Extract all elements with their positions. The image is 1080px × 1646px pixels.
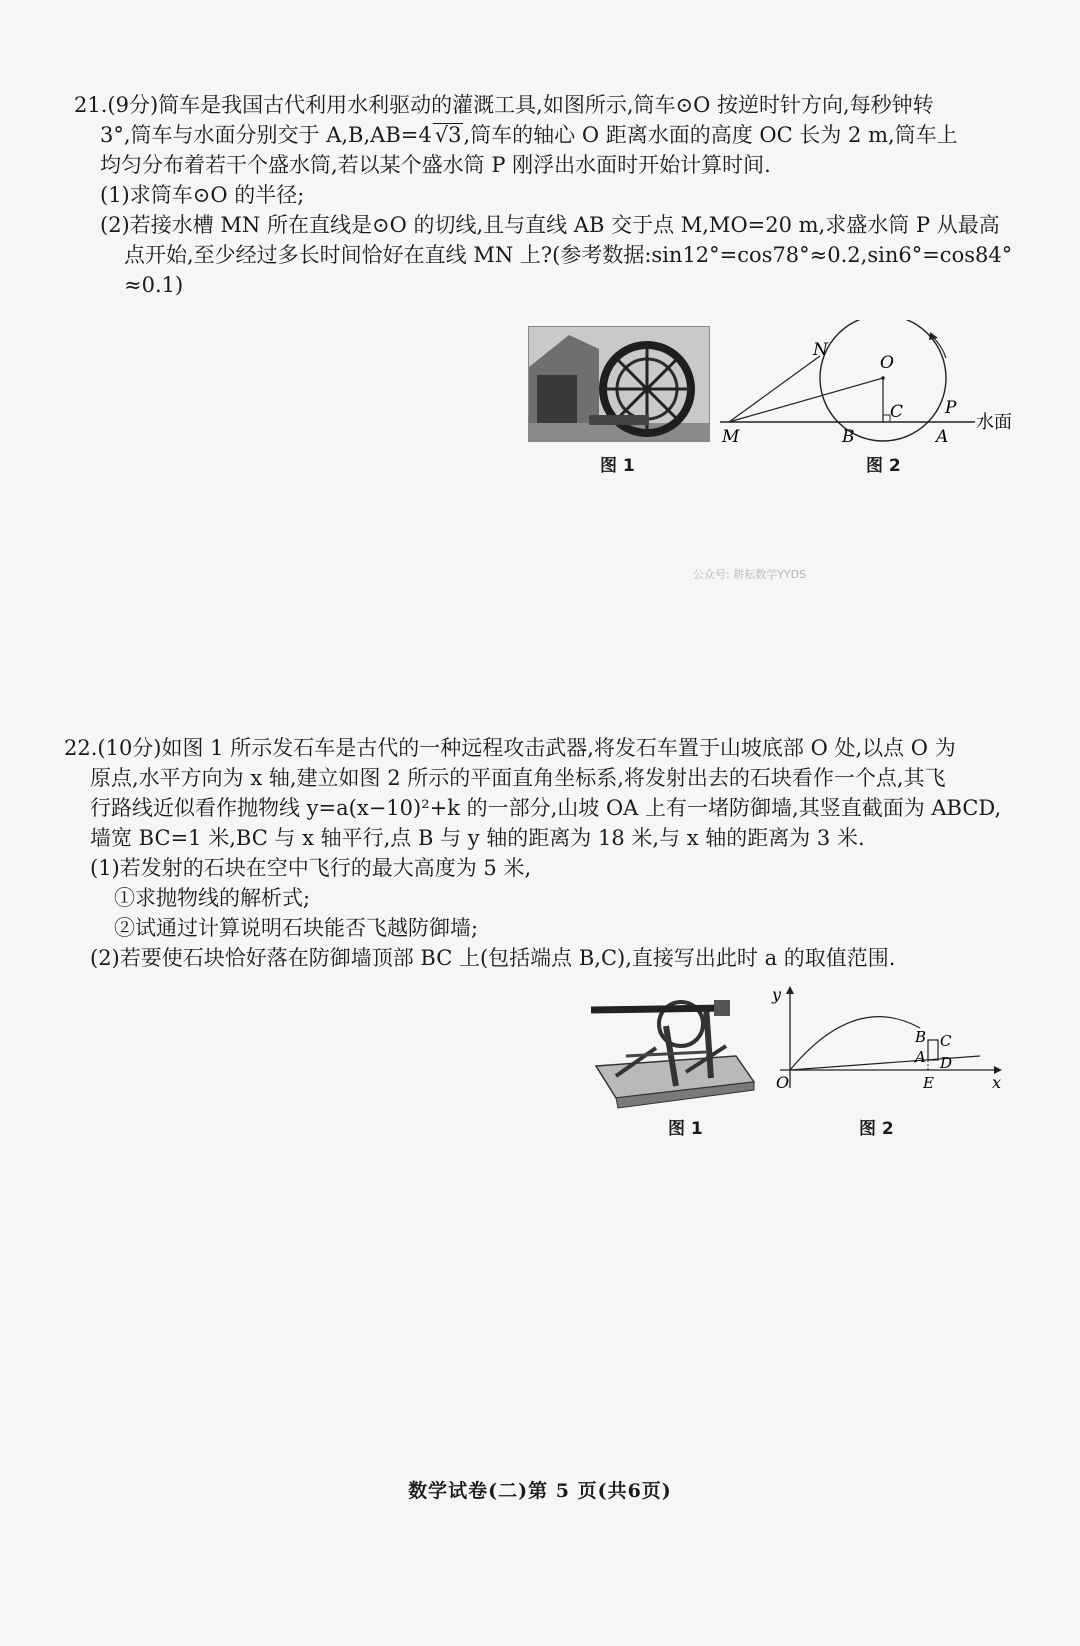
right-angle-mark	[883, 415, 890, 422]
q22-line-4: 墙宽 BC=1 米,BC 与 x 轴平行,点 B 与 y 轴的距离为 18 米,与 x 轴的距离为 3 米.	[90, 826, 865, 850]
q22-line-2: 原点,水平方向为 x 轴,建立如图 2 所示的平面直角坐标系,将发射出去的石块看作一个点,其飞	[90, 766, 946, 790]
q21-line-2a: 3°,筒车与水面分别交于 A,B,AB=4	[100, 123, 432, 147]
label-A: A	[915, 1048, 926, 1066]
q21-fig1-waterwheel-photo	[528, 326, 710, 442]
question-22	[64, 733, 1024, 973]
arrow-head-icon	[929, 332, 938, 340]
label-y: y	[772, 985, 782, 1004]
q21-line-2	[74, 120, 1024, 150]
q21-sqrt: √3	[434, 123, 462, 147]
page-footer: 数学试卷(二)第 5 页(共6页)	[408, 1480, 672, 1502]
rotation-arrow	[932, 336, 946, 358]
q22-line-1: 22.(10分)如图 1 所示发石车是古代的一种远程攻击武器,将发石车置于山坡底部 O 处,以点 O 为	[64, 736, 956, 760]
watermark: 公众号: 耕耘数学YYDS	[693, 568, 807, 581]
q21-part-1: (1)求筒车⊙O 的半径;	[100, 183, 305, 207]
q21-fig2-caption: 图 2	[866, 456, 901, 476]
line-mn	[729, 356, 820, 422]
q22-line-3: 行路线近似看作抛物线 y=a(x−10)²+k 的一部分,山坡 OA 上有一堵防御墙,其竖直截面为 ABCD,	[90, 796, 1002, 820]
q22-fig2-diagram	[770, 984, 1010, 1096]
label-M: M	[722, 427, 740, 447]
label-A: A	[936, 427, 949, 447]
label-B: B	[842, 427, 855, 447]
q21-part-2a: (2)若接水槽 MN 所在直线是⊙O 的切线,且与直线 AB 交于点 M,MO=20 m,求盛水筒 P 从最高	[100, 213, 1000, 237]
q21-fig1-caption: 图 1	[600, 456, 635, 476]
q22-part-2: (2)若要使石块恰好落在防御墙顶部 BC 上(包括端点 B,C),直接写出此时 a 的取值范围.	[90, 946, 896, 970]
question-21	[74, 90, 1024, 300]
label-C: C	[890, 402, 904, 422]
label-O: O	[776, 1073, 790, 1092]
label-C: C	[940, 1032, 952, 1050]
label-P: P	[945, 398, 957, 418]
label-O: O	[880, 353, 894, 373]
waterwheel-illustration	[529, 327, 709, 441]
wall-abcd	[928, 1040, 938, 1060]
line-mo	[729, 378, 883, 422]
q21-sqrt-value: 3	[448, 123, 462, 147]
q22-fig1-trebuchet-illustration	[586, 986, 756, 1112]
q21-part-2b: 点开始,至少经过多长时间恰好在直线 MN 上?(参考数据:sin12°=cos78°≈0.2,sin6°=cos84°	[124, 243, 1013, 267]
label-x: x	[992, 1073, 1002, 1092]
q22-part-1b: ②试通过计算说明石块能否飞越防御墙;	[114, 916, 479, 940]
label-D: D	[940, 1054, 953, 1072]
q21-line-2b: ,筒车的轴心 O 距离水面的高度 OC 长为 2 m,筒车上	[463, 123, 958, 147]
y-axis-arrow-icon	[786, 986, 794, 994]
label-E: E	[923, 1074, 934, 1092]
q22-part-1: (1)若发射的石块在空中飞行的最大高度为 5 米,	[90, 856, 532, 880]
q21-fig2-diagram	[720, 320, 1020, 450]
q21-part-2c: ≈0.1)	[124, 273, 184, 297]
label-water: 水面	[976, 412, 1012, 433]
q22-fig2-caption: 图 2	[859, 1119, 894, 1139]
q21-line-3: 均匀分布着若干个盛水筒,若以某个盛水筒 P 刚浮出水面时开始计算时间.	[100, 153, 771, 177]
q21-line-1: 21.(9分)简车是我国古代利用水利驱动的灌溉工具,如图所示,筒车⊙O 按逆时针方向,每秒钟转	[74, 93, 934, 117]
label-B: B	[915, 1028, 927, 1046]
q22-part-1a: ①求抛物线的解析式;	[114, 886, 311, 910]
q22-fig1-caption: 图 1	[668, 1119, 703, 1139]
label-N: N	[813, 340, 828, 360]
